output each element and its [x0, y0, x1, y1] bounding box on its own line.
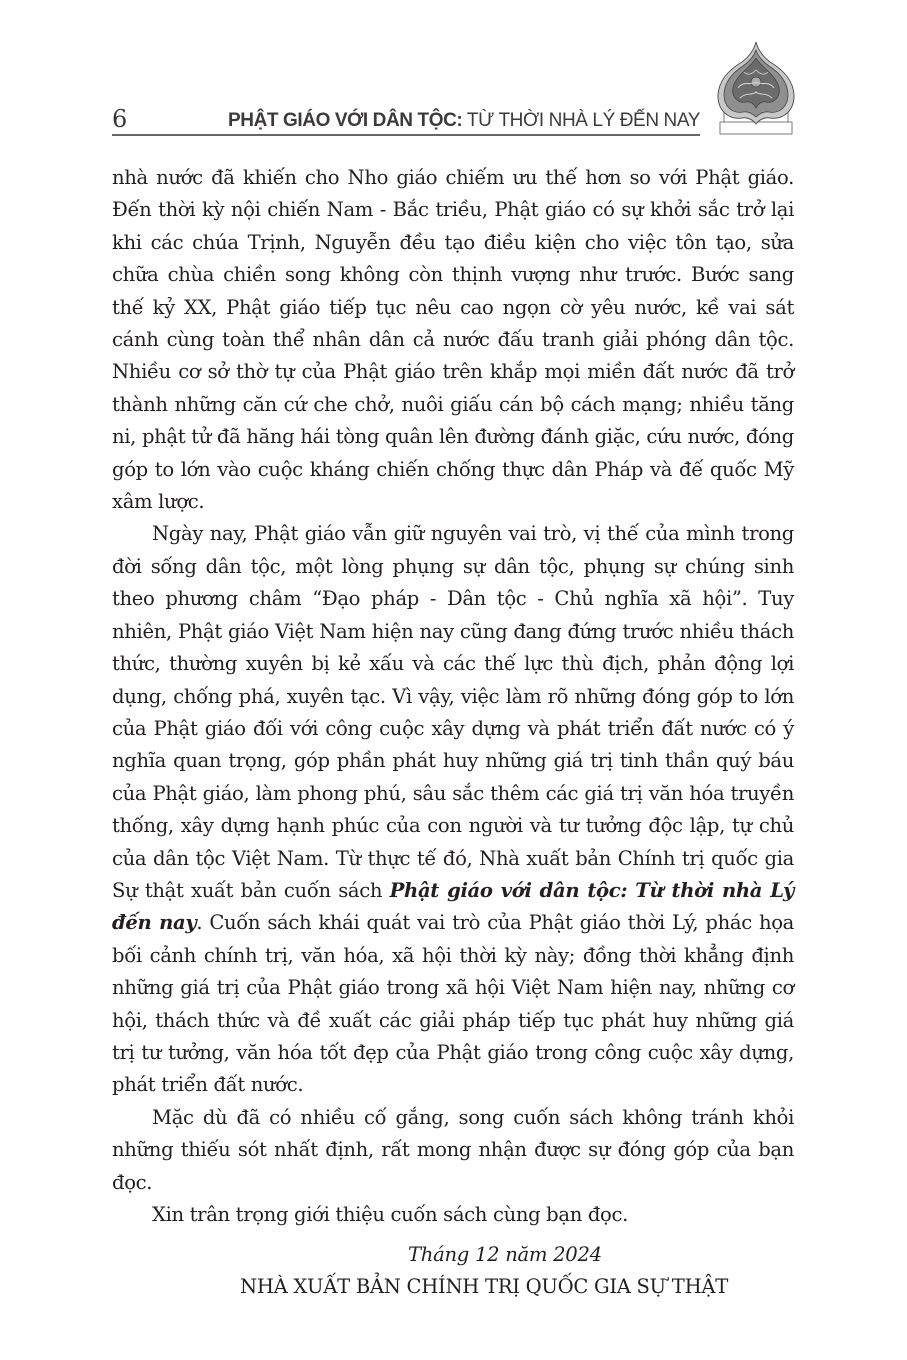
signoff — [112, 1239, 794, 1303]
signoff-publisher: NHÀ XUẤT BẢN CHÍNH TRỊ QUỐC GIA SỰ THẬT — [240, 1275, 728, 1299]
running-title — [228, 108, 700, 134]
running-title-normal: TỪ THỜI NHÀ LÝ ĐẾN NAY — [462, 110, 700, 131]
header-rule — [112, 134, 700, 136]
running-title-bold: PHẬT GIÁO VỚI DÂN TỘC: — [227, 110, 463, 131]
paragraph-2-part-1: Ngày nay, Phật giáo vẫn giữ nguyên vai trò, vị thế của mình trong đời sống dân tộc, một lòng phụng sự dân tộc, phụng sự chúng sinh theo phương châm “Đạo pháp - Dân tộc - Chủ nghĩa xã hội”. Tuy nhiên, Phật giáo Việt Nam hiện nay cũng đang đứng trước nhiều thách thức, thường xuyên bị kẻ xấu và các thế lực thù địch, phản động lợi dụng, chống phá, xuyên tạc. Vì vậy, việc làm rõ những đóng góp to lớn của Phật giáo đối với công cuộc xây dựng và phát triển đất nước có ý nghĩa quan trọng, góp phần phát huy những giá trị tinh thần quý báu của Phật giáo, làm phong phú, sâu sắc thêm các giá trị văn hóa truyền thống, xây dựng hạnh phúc của con người và tư tưởng độc lập, tự chủ của dân tộc Việt Nam. Từ thực tế đó, Nhà xuất bản Chính trị quốc gia Sự thật xuất bản cuốn sách — [112, 522, 794, 902]
bodhi-leaf-emblem-icon — [714, 40, 798, 138]
body-text — [112, 162, 794, 1231]
signoff-date: Tháng 12 năm 2024 — [408, 1243, 602, 1267]
paragraph-3: Mặc dù đã có nhiều cố gắng, song cuốn sách không tránh khỏi những thiếu sót nhất định, rất mong nhận được sự đóng góp của bạn đọc. — [112, 1105, 794, 1194]
paragraph-2 — [112, 518, 794, 1101]
paragraph-4: Xin trân trọng giới thiệu cuốn sách cùng bạn đọc. — [152, 1203, 628, 1226]
paragraph-1: nhà nước đã khiến cho Nho giáo chiếm ưu thế hơn so với Phật giáo. Đến thời kỳ nội chiến Nam - Bắc triều, Phật giáo có sự khởi sắc trở lại khi các chúa Trịnh, Nguyễn đều tạo điều kiện cho việc tôn tạo, sửa chữa chùa chiền song không còn thịnh vượng như trước. Bước sang thế kỷ XX, Phật giáo tiếp tục nêu cao ngọn cờ yêu nước, kề vai sát cánh cùng toàn thể nhân dân cả nước đấu tranh giải phóng dân tộc. Nhiều cơ sở thờ tự của Phật giáo trên khắp mọi miền đất nước đã trở thành những căn cứ che chở, nuôi giấu cán bộ cách mạng; nhiều tăng ni, phật tử đã hăng hái tòng quân lên đường đánh giặc, cứu nước, đóng góp to lớn vào cuộc kháng chiến chống thực dân Pháp và đế quốc Mỹ xâm lược. — [112, 166, 794, 514]
page-number: 6 — [112, 105, 128, 133]
page-header — [112, 100, 700, 134]
book-title: Phật giáo với dân tộc: Từ thời nhà Lý đến nay — [112, 878, 794, 935]
paragraph-2-part-2: . Cuốn sách khái quát vai trò của Phật giáo thời Lý, phác họa bối cảnh chính trị, văn hóa, xã hội thời kỳ này; đồng thời khẳng định những giá trị của Phật giáo trong xã hội Việt Nam hiện nay, những cơ hội, thách thức và đề xuất các giải pháp tiếp tục phát huy những giá trị tư tưởng, văn hóa tốt đẹp của Phật giáo trong công cuộc xây dựng, phát triển đất nước. — [112, 911, 794, 1097]
